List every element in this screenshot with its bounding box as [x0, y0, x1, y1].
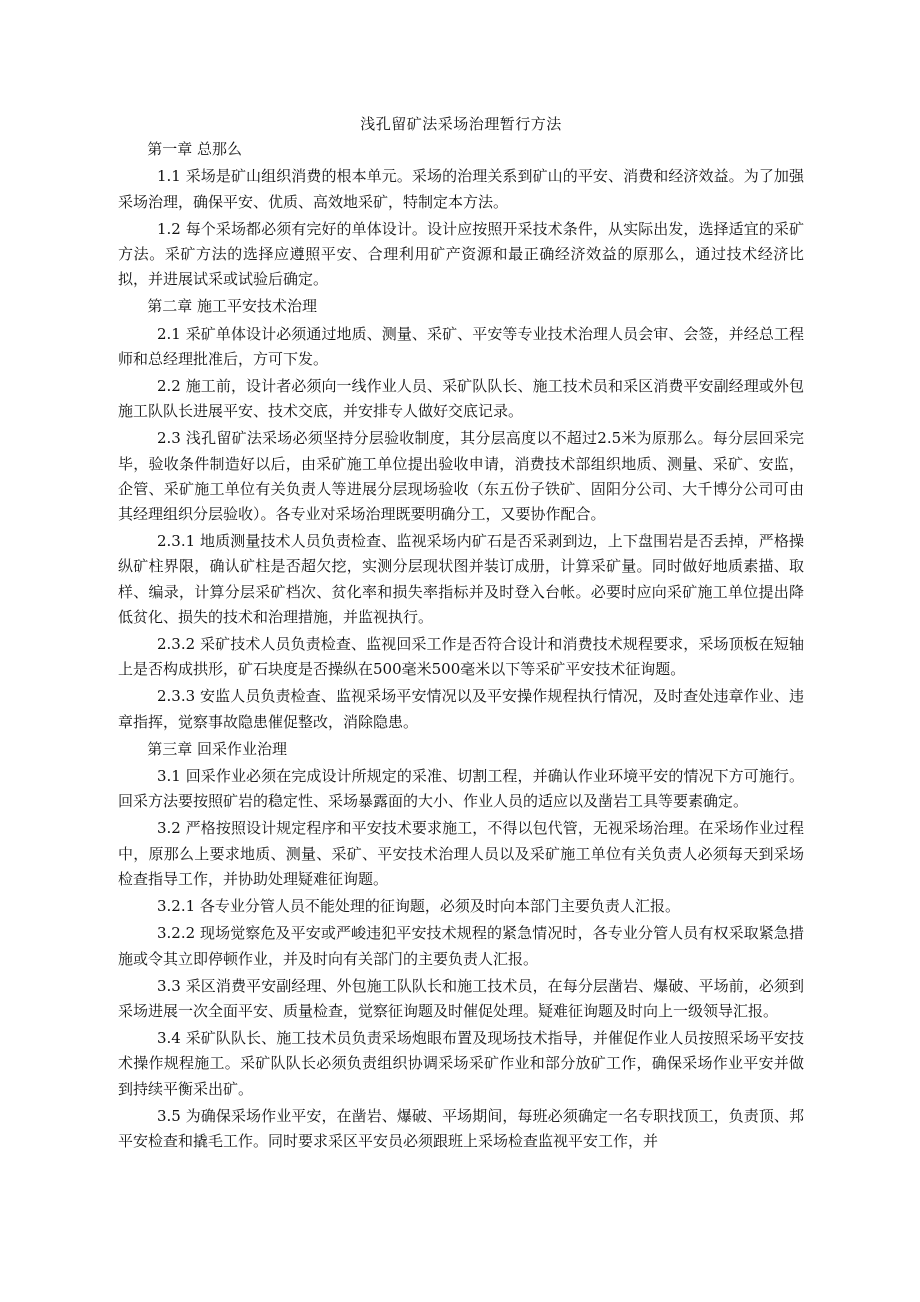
paragraph: 2.3.2 采矿技术人员负责检查、监视回采工作是否符合设计和消费技术规程要求，采场顶板在短轴上是否构成拱形，矿石块度是否操纵在500毫米500毫米以下等采矿平安技术征询题。 [118, 635, 804, 679]
paragraph: 2.3.1 地质测量技术人员负责检查、监视采场内矿石是否采剥到边，上下盘围岩是否丢掉，严格操纵矿柱界限，确认矿柱是否超欠挖，实测分层现状图并装订成册，计算采矿量。同时做好地质素描、取样、编录，计算分层采矿档次、贫化率和损失率指标并及时登入台帐。必要时应向采矿施工单位提出降低贫化、损失的技术和治理措施，并监视执行。 [118, 532, 804, 626]
chapter-heading: 第二章 施工平安技术治理 [147, 297, 318, 316]
paragraph: 2.2 施工前，设计者必须向一线作业人员、采矿队队长、施工技术员和采区消费平安副经理或外包施工队队长进展平安、技术交底，并安排专人做好交底记录。 [118, 377, 804, 421]
paragraph: 3.3 采区消费平安副经理、外包施工队队长和施工技术员，在每分层凿岩、爆破、平场前，必须到采场进展一次全面平安、质量检查，觉察征询题及时催促处理。疑难征询题及时向上一级领导汇报。 [118, 976, 804, 1020]
paragraph: 3.1 回采作业必须在完成设计所规定的采准、切割工程，并确认作业环境平安的情况下方可施行。回采方法要按照矿岩的稳定性、采场暴露面的大小、作业人员的适应以及凿岩工具等要素确定。 [118, 767, 804, 811]
chapter-heading: 第一章 总那么 [147, 140, 243, 159]
paragraph: 3.5 为确保采场作业平安，在凿岩、爆破、平场期间，每班必须确定一名专职找顶工，负责顶、邦平安检查和撬毛工作。同时要求采区平安员必须跟班上采场检查监视平安工作，并 [118, 1106, 804, 1150]
chapter-heading: 第三章 回采作业治理 [147, 739, 288, 758]
paragraph: 3.2.1 各专业分管人员不能处理的征询题，必须及时向本部门主要负责人汇报。 [157, 897, 680, 916]
paragraph: 3.2 严格按照设计规定程序和平安技术要求施工，不得以包代管，无视采场治理。在采场作业过程中，原那么上要求地质、测量、采矿、平安技术治理人员以及采矿施工单位有关负责人必须每天到采场检查指导工作，并协助处理疑难征询题。 [118, 819, 804, 888]
paragraph: 2.3 浅孔留矿法采场必须坚持分层验收制度，其分层高度以不超过2.5米为原那么。每分层回采完毕，验收条件制造好以后，由采矿施工单位提出验收申请，消费技术部组织地质、测量、采矿、安监，企管、采矿施工单位有关负责人等进展分层现场验收（东五份子铁矿、固阳分公司、大千博分公司可由其经理组织分层验收）。各专业对采场治理既要明确分工，又要协作配合。 [118, 429, 804, 524]
document-title: 浅孔留矿法采场治理暂行方法 [360, 115, 562, 133]
paragraph: 3.4 采矿队队长、施工技术员负责采场炮眼布置及现场技术指导，并催促作业人员按照采场平安技术操作规程施工。采矿队队长必须负责组织协调采场采矿作业和部分放矿工作，确保采场作业平安并做到持续平衡采出矿。 [118, 1029, 804, 1098]
paragraph: 2.3.3 安监人员负责检查、监视采场平安情况以及平安操作规程执行情况，及时查处违章作业、违章指挥，觉察事故隐患催促整改，消除隐患。 [118, 687, 804, 731]
paragraph: 2.1 采矿单体设计必须通过地质、测量、采矿、平安等专业技术治理人员会审、会签，并经总工程师和总经理批准后，方可下发。 [118, 324, 804, 368]
paragraph: 1.2 每个采场都必须有完好的单体设计。设计应按照开采技术条件，从实际出发，选择适宜的采矿方法。采矿方法的选择应遵照平安、合理利用矿产资源和最正确经济效益的原那么，通过技术经济比拟，并进展试采或试验后确定。 [118, 219, 804, 289]
paragraph: 3.2.2 现场觉察危及平安或严峻违犯平安技术规程的紧急情况时，各专业分管人员有权采取紧急措施或令其立即停顿作业，并及时向有关部门的主要负责人汇报。 [118, 924, 804, 968]
paragraph: 1.1 采场是矿山组织消费的根本单元。采场的治理关系到矿山的平安、消费和经济效益。为了加强采场治理，确保平安、优质、高效地采矿，特制定本方法。 [118, 167, 804, 211]
document-body [118, 104, 804, 1154]
